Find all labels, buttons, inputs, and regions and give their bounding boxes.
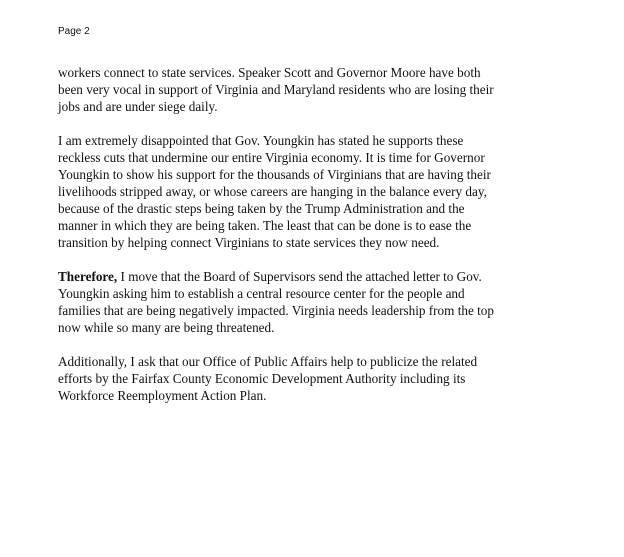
text-line: Youngkin asking him to establish a central resource center for the people and bbox=[58, 286, 465, 301]
text-line bbox=[58, 268, 598, 285]
text-line: families that are being negatively impacted. Virginia needs leadership from the top bbox=[58, 303, 494, 318]
text-line: jobs and are under siege daily. bbox=[58, 99, 218, 114]
paragraph-4 bbox=[58, 353, 598, 404]
text-line: Workforce Reemployment Action Plan. bbox=[58, 388, 267, 403]
text-line: now while so many are being threatened. bbox=[58, 320, 275, 335]
text-line: Youngkin to show his support for the thousands of Virginians that are having their bbox=[58, 167, 491, 182]
document-body bbox=[58, 64, 598, 404]
text-line: I am extremely disappointed that Gov. Youngkin has stated he supports these bbox=[58, 133, 464, 148]
text-line: transition by helping connect Virginians to state services they now need. bbox=[58, 235, 440, 250]
text-line: efforts by the Fairfax County Economic Development Authority including its bbox=[58, 371, 466, 386]
text-line: livelihoods stripped away, or whose careers are hanging in the balance every day, bbox=[58, 184, 487, 199]
paragraph-3 bbox=[58, 268, 598, 336]
text-line-remainder: I move that the Board of Supervisors send the attached letter to Gov. bbox=[117, 269, 482, 284]
paragraph-2 bbox=[58, 132, 598, 251]
page-number-label: Page 2 bbox=[58, 26, 90, 37]
text-line: because of the drastic steps being taken by the Trump Administration and the bbox=[58, 201, 465, 216]
text-line: been very vocal in support of Virginia and Maryland residents who are losing their bbox=[58, 82, 494, 97]
text-line: workers connect to state services. Speaker Scott and Governor Moore have both bbox=[58, 65, 481, 80]
text-line: reckless cuts that undermine our entire Virginia economy. It is time for Governor bbox=[58, 150, 485, 165]
text-line: manner in which they are being taken. The least that can be done is to ease the bbox=[58, 218, 472, 233]
text-line: Additionally, I ask that our Office of Public Affairs help to publicize the related bbox=[58, 354, 478, 369]
paragraph-1 bbox=[58, 64, 598, 115]
bold-lead-word: Therefore, bbox=[58, 269, 118, 284]
